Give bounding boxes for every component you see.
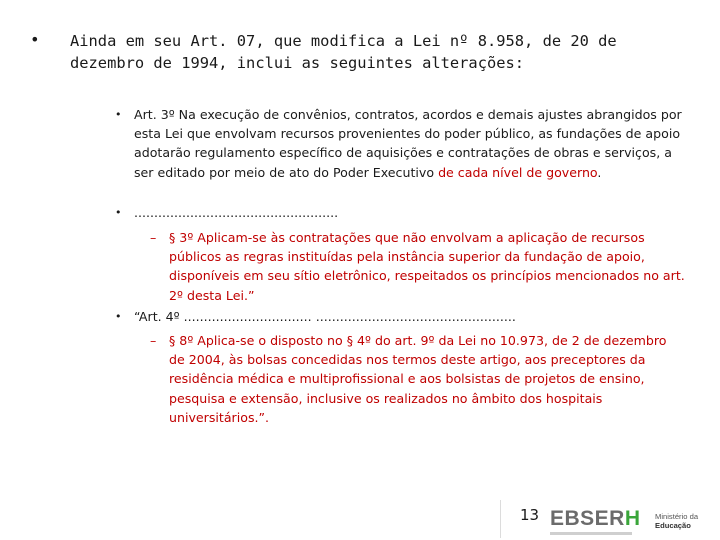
art3-text: Art. 3º Na execução de convênios, contratos, acordos e demais ajustes abrangidos por esta Lei que envolvam recursos provenientes do poder público, as fundações de apoio adotarão regulamento específico de aquisições e contratações de obras e serviços, a ser editado por meio de ato do Poder Executivo de cada nível de governo. (134, 107, 682, 180)
ebserh-logo (550, 508, 640, 538)
sub-bullet-ellipsis (115, 203, 685, 222)
art3-red-text: de cada nível de governo (438, 164, 598, 180)
bullet-dot: • (115, 108, 122, 121)
art4-text: “Art. 4º ................................ .................................................. (134, 309, 516, 324)
ebserh-tagline (550, 532, 632, 535)
main-text: Ainda em seu Art. 07, que modifica a Lei nº 8.958, de 20 de dezembro de 1994, inclui as seguintes alterações: (70, 32, 617, 72)
sub-bullet-art3 (115, 105, 685, 182)
bullet-dot: • (115, 310, 122, 323)
bullet-dot: • (115, 206, 122, 219)
ministerio-logo: Ministério da Educação (655, 512, 699, 530)
footer-divider (500, 500, 501, 538)
dash-marker: – (150, 230, 157, 245)
sub-bullet-art4 (115, 307, 685, 326)
ellipsis-text: ................................................... (134, 205, 339, 220)
ebserh-wordmark: EBSERH (550, 507, 641, 530)
paragraph-3-text: § 3º Aplicam-se às contratações que não envolvam a aplicação de recursos públicos as regras instituídas pela instância superior da fundação de apoio, disponíveis em seu sítio eletrônico, respeitados os princípios mencionados no art. 2º desta Lei.” (169, 230, 685, 303)
sub-sub-paragraph-8 (150, 331, 685, 427)
main-bullet: • (30, 30, 40, 49)
sub-sub-paragraph-3 (150, 228, 685, 305)
paragraph-8-text: § 8º Aplica-se o disposto no § 4º do art. 9º da Lei no 10.973, de 2 de dezembro de 2004, às bolsas concedidas nos termos deste artigo, aos preceptores da residência médica e multiprofissional e aos bolsistas de projetos de ensino, pesquisa e extensão, inclusive os realizados no âmbito dos hospitais universitários.”. (169, 333, 667, 425)
page-number: 13 (520, 506, 540, 524)
dash-marker: – (150, 333, 157, 348)
